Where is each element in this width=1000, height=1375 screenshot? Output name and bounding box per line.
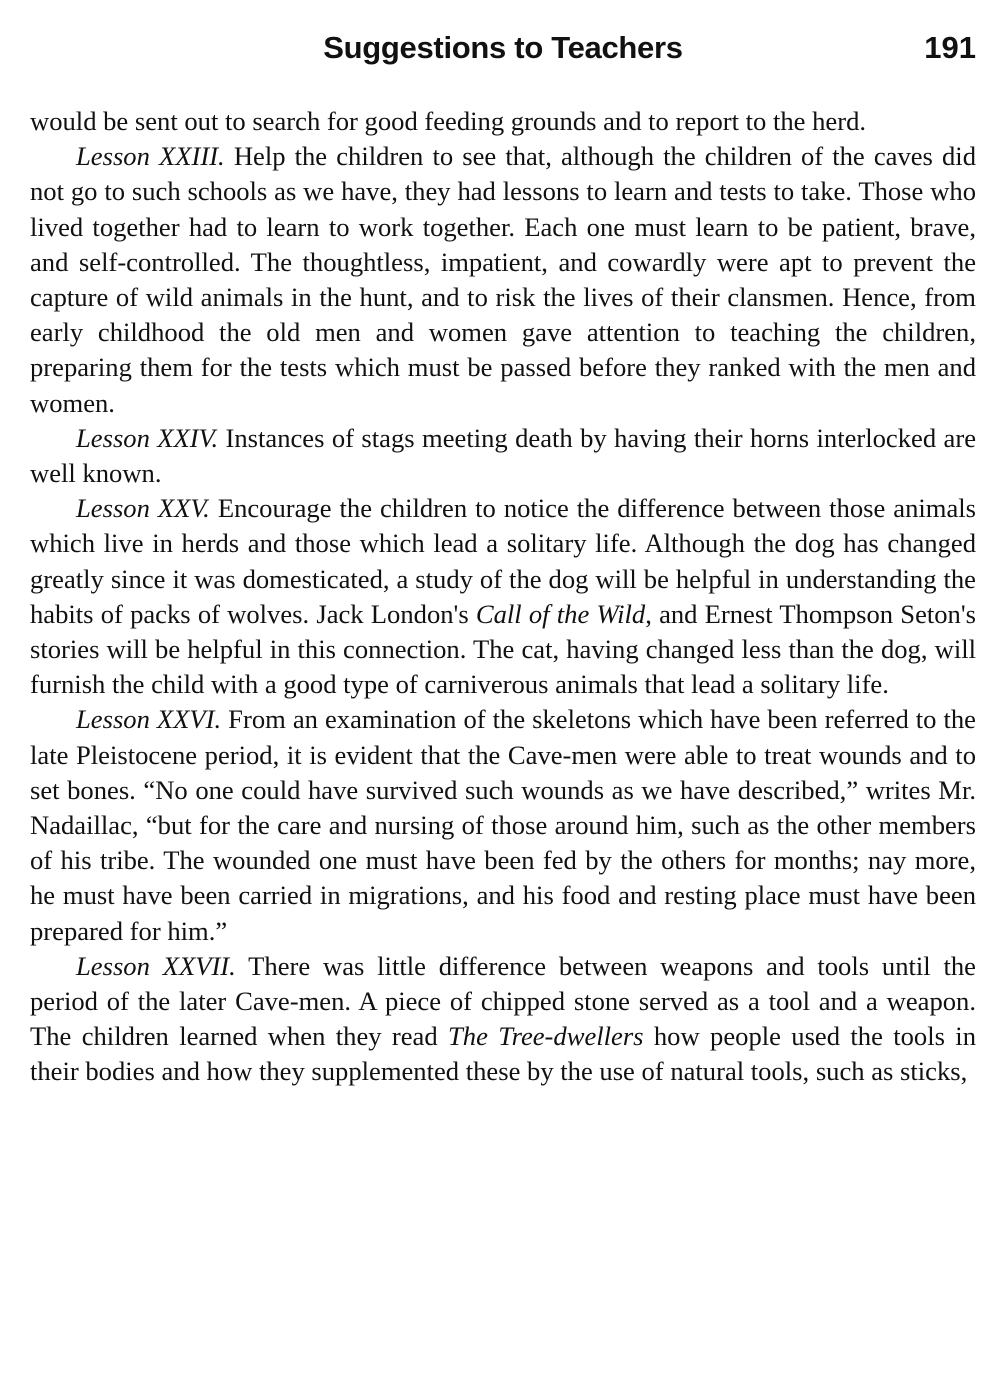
- paragraph-text: how people used the tools in their bodies and how they supplemented these by the use of natural tools, such as sticks,: [30, 1021, 976, 1087]
- lesson-label: Lesson XXIV.: [76, 422, 219, 453]
- paragraph-text: would be sent out to search for good feeding grounds and to report to the herd.: [30, 106, 867, 136]
- page-header: [30, 0, 976, 100]
- paragraph-text: , and Ernest Thompson Seton's stories will be helpful in this connection. The cat, having changed less than the dog, will furnish the child with a good type of carniverous animals that lead a solitary life.: [30, 598, 976, 700]
- paragraph-lesson-xxiv: [30, 421, 976, 491]
- paragraph-lesson-xxiii: [30, 139, 976, 421]
- lesson-label: Lesson XXVI.: [76, 704, 222, 735]
- paragraph-text: From an examination of the skeletons which have been referred to the late Pleistocene period, it is evident that the Cave-men were able to treat wounds and to set bones. “No one could have survived such wounds as we have described,” writes Mr. Nadaillac, “but for the care and nursing of those around him, such as the other members of his tribe. The wounded one must have been fed by the others for months; nay more, he must have been carried in migrations, and his food and resting place must have been prepared for him.”: [30, 704, 976, 946]
- lesson-label: Lesson XXIII.: [76, 141, 225, 172]
- paragraph-lesson-xxv: [30, 491, 976, 702]
- work-title: Call of the Wild: [475, 598, 646, 629]
- running-title: Suggestions to Teachers: [323, 30, 683, 65]
- paragraph-text: Encourage the children to notice the difference between those animals which live in herds and those which lead a solitary life. Although the dog has changed greatly since it was domesticated, a study of the dog will be helpful in understanding the habits of packs of wolves. Jack London's: [30, 493, 976, 629]
- paragraph-text: There was little difference between weapons and tools until the period of the later Cave-men. A piece of chipped stone served as a tool and a weapon. The children learned when they read: [30, 950, 976, 1052]
- paragraph-continuation: [30, 104, 976, 139]
- page-number: 191: [924, 30, 976, 65]
- lesson-label: Lesson XXVII.: [76, 950, 236, 981]
- lesson-label: Lesson XXV.: [76, 493, 210, 524]
- paragraph-lesson-xxvi: [30, 702, 976, 948]
- paragraph-text: Help the children to see that, although the children of the caves did not go to such schools as we have, they had lessons to learn and tests to take. Those who lived together had to learn to work together. Each one must learn to be patient, brave, and self-controlled. The thoughtless, impatient, and cowardly were apt to prevent the capture of wild animals in the hunt, and to risk the lives of their clansmen. Hence, from early childhood the old men and women gave attention to teaching the children, preparing them for the tests which must be passed before they ranked with the men and women.: [30, 141, 976, 418]
- paragraph-text: Instances of stags meeting death by having their horns interlocked are well known.: [30, 422, 977, 489]
- body-text: [30, 104, 976, 1090]
- work-title: The Tree-dwellers: [448, 1021, 644, 1052]
- paragraph-lesson-xxvii: [30, 949, 976, 1090]
- book-page: [30, 0, 976, 1375]
